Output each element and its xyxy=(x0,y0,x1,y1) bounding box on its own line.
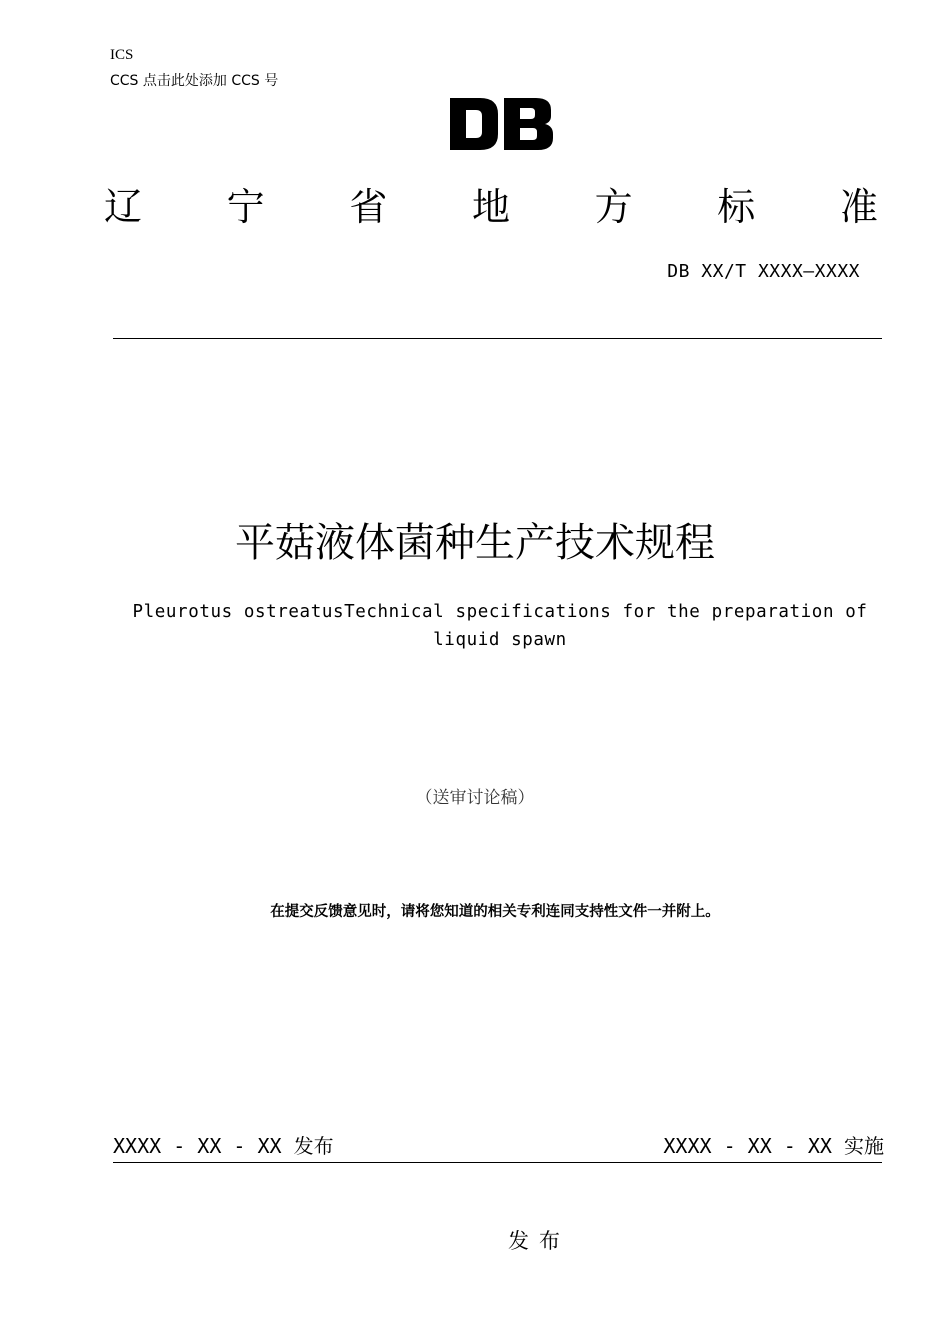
footer-divider xyxy=(113,1162,882,1163)
provincial-standard-heading xyxy=(104,182,878,232)
patent-notice: 在提交反馈意见时，请将您知道的相关专利连同支持性文件一并附上。 xyxy=(270,904,720,920)
heading-char: 标 xyxy=(717,185,756,229)
document-title-cn: 平菇液体菌种生产技术规程 xyxy=(235,520,715,566)
header-divider xyxy=(113,338,882,339)
heading-char: 宁 xyxy=(226,185,265,229)
issuer-label: 发布 xyxy=(508,1229,570,1253)
db-logo xyxy=(450,98,554,150)
draft-status: （送审讨论稿） xyxy=(415,788,535,808)
document-title-en xyxy=(120,598,880,654)
publish-date: XXXX - XX - XX 发布 xyxy=(113,1134,334,1158)
heading-char: 方 xyxy=(594,185,633,229)
implement-date: XXXX - XX - XX 实施 xyxy=(663,1134,884,1158)
ics-label: ICS xyxy=(110,47,134,63)
title-en-line2: liquid spawn xyxy=(433,630,567,650)
standard-number: DB XX/T XXXX—XXXX xyxy=(667,261,860,282)
heading-char: 辽 xyxy=(104,185,143,229)
heading-char: 省 xyxy=(349,185,388,229)
title-en-line1: Pleurotus ostreatusTechnical specifications for the preparation of xyxy=(132,602,868,622)
heading-char: 地 xyxy=(471,185,510,229)
heading-char: 准 xyxy=(839,185,878,229)
ccs-label[interactable]: CCS 点击此处添加 CCS 号 xyxy=(110,73,279,89)
db-logo-text xyxy=(554,98,555,99)
